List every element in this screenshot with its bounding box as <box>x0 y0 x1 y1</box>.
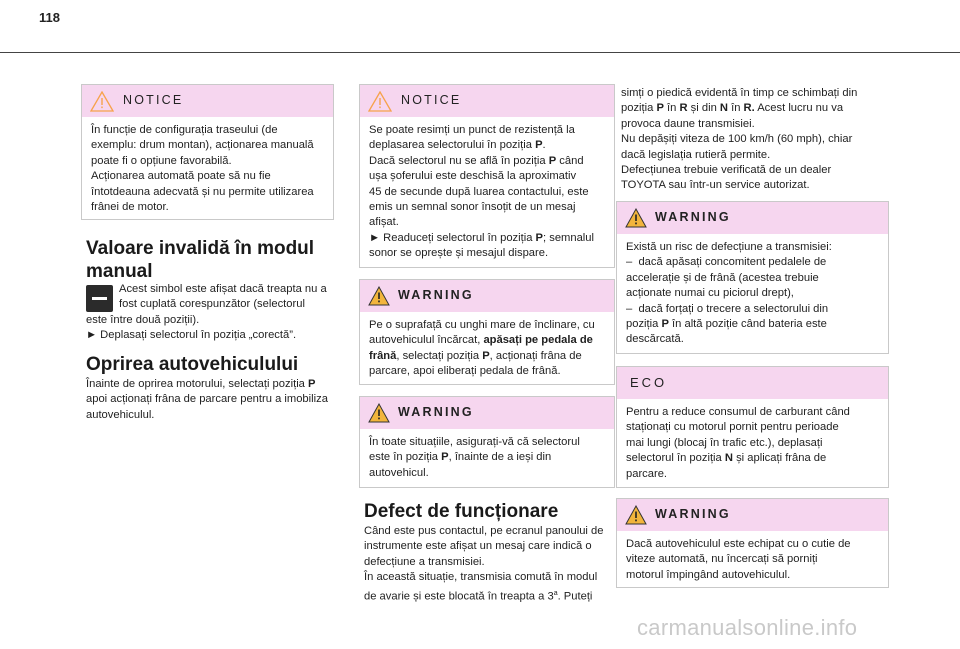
text-line: parcare. <box>626 467 668 480</box>
text-line: Există un risc de defecțiune a transmisiei: <box>626 241 832 253</box>
bold-fragment: P <box>535 139 543 152</box>
superscript-fragment: a <box>553 589 558 597</box>
warning-box-push-start <box>616 498 889 588</box>
notice-triangle-icon <box>368 91 392 112</box>
text-line: parcare, apoi eliberați pedala de frână. <box>369 365 561 378</box>
text-fragment: în <box>728 102 744 115</box>
text-line <box>86 377 362 392</box>
warning-box-exit <box>359 396 615 488</box>
text-line <box>626 451 879 466</box>
warning-title: WARNING <box>655 210 731 225</box>
text-fragment: și din <box>687 102 720 115</box>
text-line <box>369 231 605 246</box>
invalid-value-heading <box>86 237 314 283</box>
text-line: 45 de secunde după luarea contactului, este <box>369 185 589 198</box>
bold-fragment: P <box>441 451 449 464</box>
warning-box-transmission <box>616 201 889 354</box>
text-fragment: Acest lucru nu va <box>754 102 844 115</box>
malfunction-text <box>364 524 640 605</box>
text-fragment: Dacă selectorul nu se află în poziția <box>369 154 549 167</box>
bold-fragment: P <box>308 378 316 390</box>
text-line: ► Deplasați selectorul în poziția „corectă”. <box>86 329 297 342</box>
text-line: Când este pus contactul, pe ecranul panoului de <box>364 525 604 537</box>
text-line: descărcată. <box>626 333 684 346</box>
notice-triangle-icon <box>90 91 114 112</box>
invalid-heading-line2: manual <box>86 261 153 282</box>
text-fragment: selectorul în poziția <box>626 452 725 465</box>
eco-body <box>617 399 888 489</box>
bold-fragment: R. <box>743 102 755 115</box>
warning-triangle-icon <box>625 208 647 228</box>
warning-body <box>617 531 888 590</box>
text-line <box>369 333 605 348</box>
bold-fragment: P <box>535 231 544 244</box>
text-fragment: de avarie și este blocată în treapta a 3 <box>364 590 554 603</box>
warning-title: WARNING <box>655 507 731 522</box>
text-line: viteze automată, nu încercați să porniți <box>626 553 818 566</box>
notice-line: poate fi o opțiune favorabilă. <box>91 154 232 167</box>
text-line <box>369 154 605 169</box>
text-line: Acest simbol este afișat dacă treapta nu a <box>119 283 327 295</box>
text-line: provoca daune transmisiei. <box>621 117 755 130</box>
text-line <box>369 450 605 465</box>
warning-header <box>617 202 888 234</box>
text-line: instrumente este afișat un mesaj care indică o <box>364 540 592 553</box>
bold-fragment: apăsați pe pedala de <box>483 334 593 347</box>
notice-line: În funcție de configurația traseului (de <box>91 124 278 136</box>
text-line: acționate numai cu piciorul drept), <box>626 287 794 300</box>
bold-fragment: N <box>724 452 733 465</box>
warning-header <box>617 499 888 531</box>
text-fragment: este în poziția <box>369 451 442 464</box>
text-fragment: deplasarea selectorului în poziția <box>369 139 536 152</box>
stopping-heading: Oprirea autovehiculului <box>86 354 299 375</box>
notice-line: Acționarea automată poate să nu fie <box>91 170 271 183</box>
bold-fragment: P <box>482 349 490 362</box>
warning-body <box>360 312 614 387</box>
malfunction-continued-text <box>621 86 911 194</box>
text-fragment: ► Readuceți selectorul în poziția <box>369 231 536 244</box>
notice-body <box>360 117 614 269</box>
text-fragment: , înainte de a ieși din <box>448 451 552 464</box>
invalid-value-text <box>86 282 362 344</box>
bold-fragment: P <box>548 154 557 167</box>
text-line <box>369 138 605 153</box>
invalid-heading-line1: Valoare invalidă în modul <box>86 238 315 259</box>
warning-triangle-icon <box>625 505 647 525</box>
notice-box-resistance <box>359 84 615 268</box>
text-line: – dacă forțați o trecere a selectorului din <box>626 302 829 315</box>
text-line: mai lungi (blocaj în trafic etc.), deplasați <box>626 436 823 449</box>
text-line: Pe o suprafață cu unghi mare de înclinare, cu <box>369 319 595 331</box>
notice-title: NOTICE <box>401 93 462 108</box>
bold-fragment: N <box>719 102 728 115</box>
text-line: simți o piedică evidentă în timp ce schimbați din <box>621 87 858 99</box>
text-line: accelerație și de frână (acestea trebuie <box>626 271 819 284</box>
eco-title: ECO <box>630 375 668 391</box>
text-fragment: Înainte de oprirea motorului, selectați poziția <box>86 378 309 390</box>
warning-triangle-icon <box>368 403 390 423</box>
text-line: autovehiculul. <box>86 408 155 421</box>
text-line: apoi acționați frâna de parcare pentru a imobiliza <box>86 393 328 406</box>
text-line: motorul împingând autovehiculul. <box>626 568 791 581</box>
warning-title: WARNING <box>398 405 474 420</box>
text-line: este între două poziții). <box>86 313 200 326</box>
text-fragment: ; semnalul <box>543 231 595 244</box>
text-line: afișat. <box>369 216 399 229</box>
text-line: dacă legislația rutieră permite. <box>621 148 771 161</box>
text-fragment: , selectați poziția <box>396 349 483 362</box>
text-line: ușa șoferului este deschisă la aproximativ <box>369 170 577 183</box>
bold-fragment: P <box>661 318 669 331</box>
text-fragment: poziția <box>626 318 662 331</box>
text-line: Defecțiunea trebuie verificată de un dealer <box>621 164 832 177</box>
text-line: sonor se oprește și mesajul dispare. <box>369 247 549 260</box>
text-fragment: , acționați frâna de <box>489 349 582 362</box>
bold-fragment: R <box>679 102 688 115</box>
text-line: Pentru a reduce consumul de carburant când <box>626 406 850 418</box>
warning-body <box>360 429 614 488</box>
text-line <box>626 317 879 332</box>
text-line: fost cuplată corespunzător (selectorul <box>119 298 305 311</box>
malfunction-heading: Defect de funcționare <box>364 501 559 522</box>
bold-fragment: frână <box>369 349 397 362</box>
text-fragment: în altă poziție când bateria este <box>668 318 827 331</box>
text-line: emis un semnal sonor însoțit de un mesaj <box>369 201 576 214</box>
text-line: defecțiune a transmisiei. <box>364 555 485 568</box>
text-fragment: . <box>542 139 546 152</box>
text-fragment: poziția <box>621 102 657 115</box>
warning-title: WARNING <box>398 288 474 303</box>
page-number: 118 <box>39 10 60 25</box>
text-line <box>369 349 605 364</box>
text-line: – dacă apăsați concomitent pedalele de <box>626 256 827 269</box>
text-line: Dacă autovehiculul este echipat cu o cutie de <box>626 538 851 550</box>
notice-line: frânei de motor. <box>91 201 169 214</box>
stopping-text <box>86 377 362 423</box>
text-line: staționați cu motorul pornit pentru perioade <box>626 421 839 434</box>
eco-header <box>617 367 888 399</box>
bold-fragment: P <box>656 102 664 115</box>
notice-line: exemplu: drum montan), acționarea manuală <box>91 139 314 152</box>
eco-box <box>616 366 889 488</box>
warning-header <box>360 280 614 312</box>
text-line: TOYOTA sau într-un service autorizat. <box>621 179 810 192</box>
text-fragment: . Puteți <box>557 590 593 603</box>
notice-box-manual <box>81 84 334 220</box>
text-fragment: autovehiculul încărcat, <box>369 334 484 347</box>
text-line <box>621 101 911 116</box>
text-fragment: și aplicați frâna de <box>732 452 827 465</box>
notice-title: NOTICE <box>123 93 184 108</box>
text-line: În toate situațiile, asigurați-vă că selectorul <box>369 436 580 448</box>
text-line: În această situație, transmisia comută în modul <box>364 571 598 584</box>
header-rule <box>0 52 960 53</box>
warning-header <box>360 397 614 429</box>
notice-header <box>360 85 614 117</box>
warning-body <box>617 234 888 355</box>
notice-line: întotdeauna adecvată și nu permite utilizarea <box>91 185 314 198</box>
text-fragment: când <box>556 154 584 167</box>
text-line: Nu depășiți viteza de 100 km/h (60 mph), chiar <box>621 133 853 146</box>
notice-header <box>82 85 333 117</box>
watermark: carmanualsonline.info <box>637 615 858 640</box>
notice-body <box>82 117 333 222</box>
text-line <box>364 586 640 605</box>
text-line: Se poate resimți un punct de rezistență la <box>369 124 575 136</box>
warning-triangle-icon <box>368 286 390 306</box>
text-fragment: în <box>663 102 680 115</box>
text-line: autovehicul. <box>369 466 429 479</box>
warning-box-incline <box>359 279 615 385</box>
